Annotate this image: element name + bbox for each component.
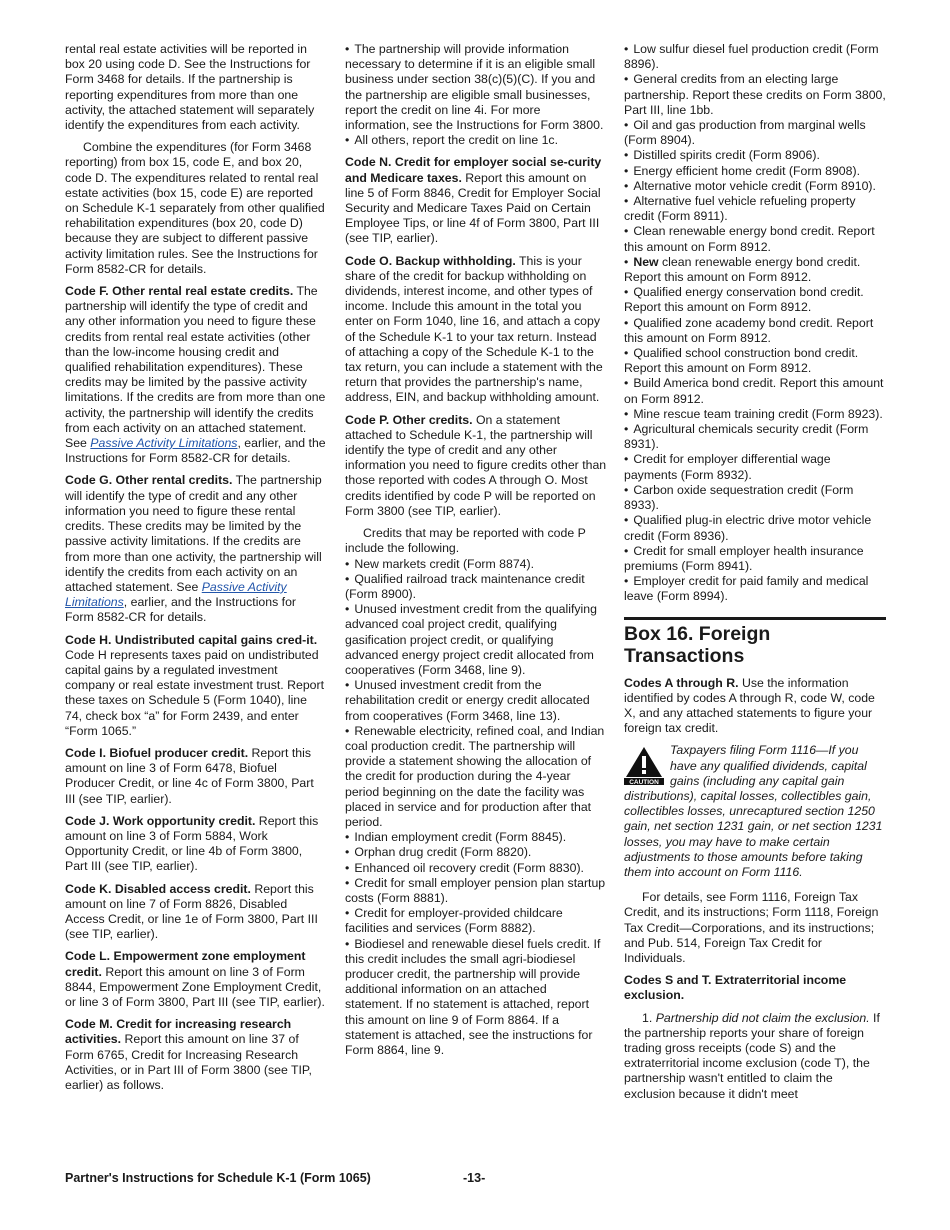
code-g-tail: , earlier, and the Instructions for Form 8582-CR for details.: [65, 595, 297, 625]
list-item: • New markets credit (Form 8874).: [345, 557, 607, 572]
code-j-heading: Code J. Work opportunity credit.: [65, 813, 256, 828]
list-item: • Credit for small employer health insurance premiums (Form 8941).: [624, 544, 886, 574]
paragraph: rental real estate activities will be reported in box 20 using code D. See the Instructions for Form 3468 for details. If the partnership is reporting expenditures from more than one activity, the attached statement will separately identify the expenditures from each activity.: [65, 42, 315, 133]
list-item: • Unused investment credit from the rehabilitation credit or energy credit allocated from cooperatives (Form 3468, line 13).: [345, 678, 607, 724]
list-item: • Clean renewable energy bond credit. Report this amount on Form 8912.: [624, 224, 886, 254]
item-text: If the partnership reports your share of foreign trading gross receipts (code S) and the extraterritorial income exclusion (code T), the partnership wasn't entitled to claim the exclusion because it didn't meet: [624, 1010, 880, 1101]
page-number: -13-: [463, 1171, 486, 1185]
paragraph: Combine the expenditures (for Form 3468 reporting) from box 15, code E, and box 20, code D. The expenditures related to rental real estate activities (box 15, code E) are reported on Schedule K-1 separately from other qualified rehabilitation expenditures (box 20, code D) because they are subject to different passive activity limitation rules. See the Instructions for Form 8582-CR for details.: [65, 140, 325, 276]
list-item: • Mine rescue team training credit (Form 8923).: [624, 407, 886, 422]
code-f-tail: , earlier, and the Instructions for Form 8582-CR for details.: [65, 436, 326, 466]
caution-note: [624, 743, 886, 880]
code-g-text: The partnership will identify the type of credit and any other information you need to figure these rental credits. These credits may be limited by the passive activity limitations. If the credits are from more than one activity, the partnership will identify the credits from each activity on an attached statement. See: [65, 473, 322, 594]
list-item: • Alternative fuel vehicle refueling property credit (Form 8911).: [624, 194, 886, 224]
codes-s-t-heading: Codes S and T. Extraterritorial income exclusion.: [624, 973, 847, 1003]
list-item: • Distilled spirits credit (Form 8906).: [624, 148, 886, 163]
code-g-heading: Code G. Other rental credits.: [65, 473, 233, 488]
box-16-heading: Box 16. Foreign Transactions: [624, 617, 886, 667]
code-j-text: Report this amount on line 3 of Form 5884, Work Opportunity Credit, or line 4b of Form 3800, Part III (see TIP, earlier).: [65, 813, 319, 874]
code-i-section: [65, 746, 327, 807]
list-item: • Qualified railroad track maintenance credit (Form 8900).: [345, 572, 607, 602]
code-n-text: Report this amount on line 5 of Form 8846, Credit for Employer Social Security and Medicare Taxes Paid on Certain Employee Tips, or line 4f of Form 3800, Part III (see TIP, earlier).: [345, 170, 601, 246]
paragraph: For details, see Form 1116, Foreign Tax Credit, and its instructions; Form 1118, Foreign Tax Credit—Corporations, and its instructions; and Pub. 514, Foreign Tax Credit for Individuals.: [624, 890, 879, 965]
item-italic: Partnership did not claim the exclusion.: [655, 1010, 870, 1025]
caution-text: Taxpayers filing Form 1116—If you have any qualified dividends, capital gains (including any capital gain distributions), capital losses, collectibles gain, collectibles losses, unrecaptured section 1250 gain, net section 1231 gain, or net section 1231 losses, you may have to make certain adjustments to those amounts before taking them into account on Form 1116.: [624, 743, 883, 879]
list-item: • Low sulfur diesel fuel production credit (Form 8896).: [624, 42, 886, 72]
code-o-section: [345, 254, 607, 406]
code-i-text: Report this amount on line 3 of Form 6478, Biofuel Producer Credit, or line 4c of Form 3800, Part III (see TIP, earlier).: [65, 745, 314, 806]
list-item: • Credit for small employer pension plan startup costs (Form 8881).: [345, 876, 607, 906]
caution-icon: [624, 745, 664, 785]
code-o-text: This is your share of the credit for backup withholding on dividends, interest income, and other types of income. Include this amount in the total you enter on Form 1040, line 16, and attach a copy of the Schedule K-1 to your tax return. Instead of attaching a copy of the Schedule K-1 to the tax return, you can include a statement with the return that provides the partnership's name, address, EIN, and backup withholding amount.: [345, 253, 603, 405]
caution-label: CAUTION: [629, 779, 659, 786]
list-item: • Unused investment credit from the qualifying advanced coal project credit, qualifying gasification project credit, or qualifying advanced energy project credit allocated from cooperatives (Form 3468, line 9).: [345, 602, 607, 678]
codes-a-r-heading: Codes A through R.: [624, 675, 739, 690]
list-item: • Qualified school construction bond credit. Report this amount on Form 8912.: [624, 346, 886, 376]
code-l-section: [65, 949, 327, 1010]
list-item: • Agricultural chemicals security credit (Form 8931).: [624, 422, 886, 452]
codes-a-r-text: Use the information identified by codes A through R, code W, code X, and any attached statements to figure your foreign tax credit.: [624, 675, 875, 736]
code-f-section: [65, 284, 327, 466]
code-o-heading: Code O. Backup withholding.: [345, 253, 516, 268]
new-label: New: [633, 254, 659, 269]
footer-title: Partner's Instructions for Schedule K-1 (Form 1065): [65, 1171, 371, 1185]
list-item: • General credits from an electing large partnership. Report these credits on Form 3800, Part III, line 1bb.: [624, 72, 886, 118]
list-item: • Credit for employer-provided childcare facilities and services (Form 8882).: [345, 906, 607, 936]
code-m-heading: Code M. Credit for increasing research activities.: [65, 1017, 292, 1047]
list-item: • All others, report the credit on line 1c.: [345, 133, 607, 148]
code-l-heading: Code L. Empowerment zone employment credit.: [65, 949, 306, 979]
column-2: [345, 42, 607, 1058]
code-m-text: Report this amount on line 37 of Form 6765, Credit for Increasing Research Activities, or in Part III of Form 3800 (see TIP, earlier) as follows.: [65, 1032, 312, 1092]
code-f-text: The partnership will identify the type of credit and any other information you need to figure these credits from rental real estate activities (other than the low-income housing credit and qualified rehabilitation expenditures). These credits may be limited by the passive activity limitations. If the credits are from more than one activity, the partnership will identify the credits from each activity on an attached statement. See: [65, 284, 326, 451]
column-1: [65, 42, 327, 1100]
passive-activity-link[interactable]: Passive Activity Limitations: [65, 579, 287, 610]
code-n-section: [345, 155, 607, 246]
paragraph: Credits that may be reported with code P include the following.: [345, 526, 586, 556]
item-number: 1.: [642, 1010, 653, 1025]
list-item: • Renewable electricity, refined coal, and Indian coal production credit. The partnership will provide a statement showing the allocation of the credit for production during the 4-year period beginning on the date the facility was placed in service and for production after that period.: [345, 724, 607, 830]
list-item: • Credit for employer differential wage payments (Form 8932).: [624, 452, 886, 482]
code-g-section: [65, 473, 327, 625]
code-n-heading: Code N. Credit for employer social se-curity and Medicare taxes.: [345, 155, 602, 185]
code-h-section: [65, 633, 327, 739]
code-h-text: Code H represents taxes paid on undistributed capital gains by a regulated investment company or real estate investment trust. Report these taxes on Schedule 5 (Form 1040), line 74, check box “a” for Form 2439, and enter “Form 1065.”: [65, 647, 325, 738]
list-item: • Qualified zone academy bond credit. Report this amount on Form 8912.: [624, 316, 886, 346]
list-item: • Enhanced oil recovery credit (Form 8830).: [345, 861, 607, 876]
list-item: • Alternative motor vehicle credit (Form 8910).: [624, 179, 886, 194]
list-item: • Indian employment credit (Form 8845).: [345, 830, 607, 845]
list-item: • Qualified energy conservation bond credit. Report this amount on Form 8912.: [624, 285, 886, 315]
code-i-heading: Code I. Biofuel producer credit.: [65, 745, 249, 760]
list-item-text: clean renewable energy bond credit. Report this amount on Form 8912.: [624, 254, 861, 285]
list-item: • Orphan drug credit (Form 8820).: [345, 845, 607, 860]
list-item: • Energy efficient home credit (Form 8908).: [624, 164, 886, 179]
code-k-text: Report this amount on line 7 of Form 8826, Disabled Access Credit, or line 1e of Form 3800, Part III (see TIP, earlier).: [65, 881, 318, 942]
code-l-text: Report this amount on line 3 of Form 8844, Empowerment Zone Employment Credit, or line 3 of Form 3800, Part III (see TIP, earlier).: [65, 964, 325, 1009]
code-k-section: [65, 882, 327, 943]
list-item: • The partnership will provide information necessary to determine if it is an eligible small business under section 38(c)(5)(C). If you and the partnership are eligible small businesses, report the credit on line 4i. For more information, see the Instructions for Form 3800.: [345, 42, 607, 133]
codes-a-r-section: [624, 676, 886, 737]
code-j-section: [65, 814, 327, 875]
list-item: • Biodiesel and renewable diesel fuels credit. If this credit includes the small agri-biodiesel producer credit, the partnership will provide additional information on an attached statement. If no statement is attached, report this amount on line 9 of Form 8864. If a statement is attached, see the instructions for Form 8864, line 9.: [345, 937, 607, 1059]
column-3: [624, 42, 886, 1109]
code-h-heading: Code H. Undistributed capital gains cred-it.: [65, 632, 318, 647]
passive-activity-link[interactable]: Passive Activity Limitations: [90, 436, 238, 451]
list-item: • Build America bond credit. Report this amount on Form 8912.: [624, 376, 886, 406]
list-item: [624, 255, 886, 285]
list-item: • Employer credit for paid family and medical leave (Form 8994).: [624, 574, 886, 604]
code-p-heading: Code P. Other credits.: [345, 412, 473, 427]
code-k-heading: Code K. Disabled access credit.: [65, 881, 251, 896]
list-item: • Oil and gas production from marginal wells (Form 8904).: [624, 118, 886, 148]
code-f-heading: Code F. Other rental real estate credits.: [65, 284, 294, 299]
code-m-section: [65, 1017, 327, 1093]
numbered-item: [624, 1011, 886, 1102]
code-p-section: [345, 413, 607, 519]
list-item: • Qualified plug-in electric drive motor vehicle credit (Form 8936).: [624, 513, 886, 543]
list-item: • Carbon oxide sequestration credit (Form 8933).: [624, 483, 886, 513]
code-p-text: On a statement attached to Schedule K-1, the partnership will identify the type of credit and any other information you need to figure credits other than those reported with codes A through O. Most credits identified by code P will be reported on Form 3800 (see TIP, earlier).: [345, 412, 607, 518]
